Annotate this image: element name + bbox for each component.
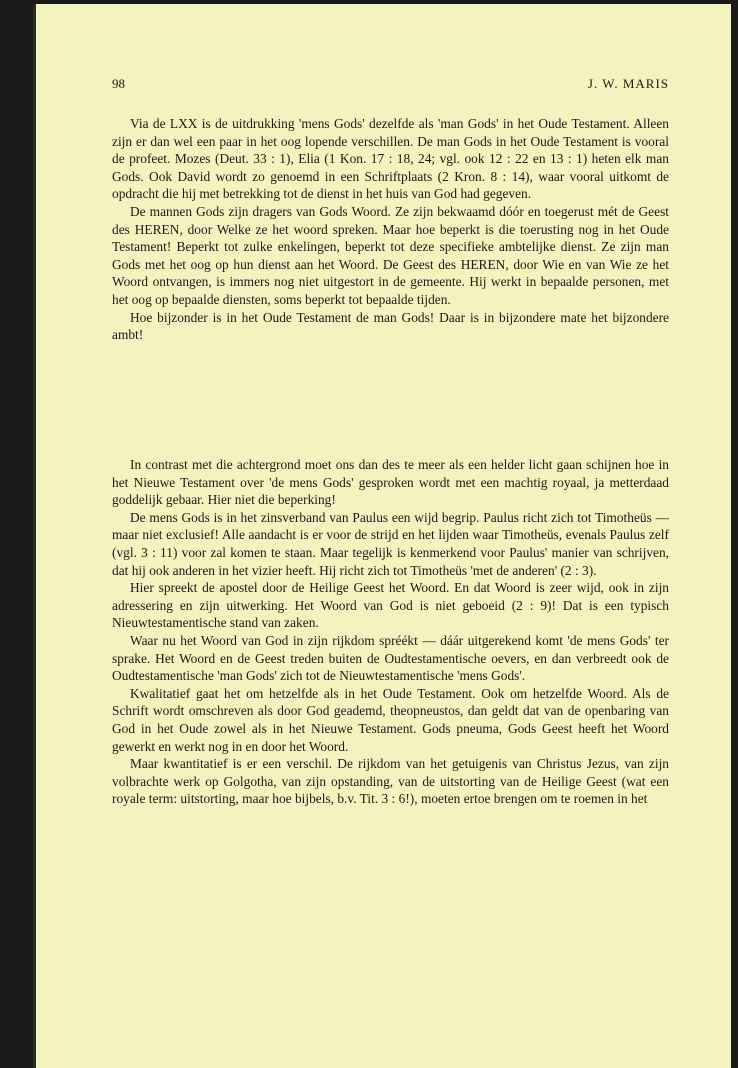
paragraph: De mannen Gods zijn dragers van Gods Woord. Ze zijn bekwaamd dóór en toegerust mét de Geest des HEREN, door Welke ze het woord spreken. Maar hoe beperkt is die toerusting nog in het Oude Testament! Beperkt tot zulke enkelingen, beperkt tot deze specifieke ambtelijke dienst. Ze zijn man Gods met het oog op hun dienst aan het Woord. De Geest des HEREN, door Wie en van Wie ze het Woord ontvangen, is immers nog niet uitgestort in de gemeente. Hij werkt in bepaalde personen, met het oog op bepaalde diensten, soms beperkt tot bepaalde tijden. <box>112 203 669 307</box>
paragraph: De mens Gods is in het zinsverband van Paulus een wijd begrip. Paulus richt zich tot Timotheüs — maar niet exclusief! Alle aandacht is er voor de strijd en het lijden waar Timotheüs, evenals Paulus zelf (vgl. 3 : 11) voor zal komen te staan. Maar tegelijk is kenmerkend voor Paulus' manier van schrijven, dat hij ook anderen in het vizier heeft. Hij richt zich tot Timotheüs 'met de anderen' (2 : 3). <box>112 509 669 578</box>
paragraph: Hier spreekt de apostel door de Heilige Geest het Woord. En dat Woord is zeer wijd, ook in zijn adressering en zijn uitwerking. Het Woord van God is niet geboeid (2 : 9)! Dat is een typisch Nieuwtestamentische stand van zaken. <box>112 580 669 631</box>
section-1 <box>112 115 669 344</box>
paragraph: Via de LXX is de uitdrukking 'mens Gods' dezelfde als 'man Gods' in het Oude Testament. Alleen zijn er dan wel een paar in het oog lopende verschillen. De man Gods in het Oude Testament is vooral de profeet. Mozes (Deut. 33 : 1), Elia (1 Kon. 17 : 18, 24; vgl. ook 12 : 22 en 13 : 1) heten elk man Gods. Ook David wordt zo genoemd in een Schriftplaats (2 Kron. 8 : 14), waar vooral uitkomt de opdracht die hij met betrekking tot de dienst in het huis van God had gegeven. <box>112 116 669 202</box>
scanned-page <box>33 4 731 1068</box>
page-edge <box>33 4 36 1068</box>
paragraph: In contrast met die achtergrond moet ons dan des te meer als een helder licht gaan schijnen hoe in het Nieuwe Testament over 'de mens Gods' gesproken wordt met een machtig royaal, ja metterdaad goddelijk gebaar. Hier niet die beperking! <box>112 457 669 508</box>
paragraph: Maar kwantitatief is er een verschil. De rijkdom van het getuigenis van Christus Jezus, van zijn volbrachte werk op Golgotha, van zijn opstanding, van de uitstorting van de Heilige Geest (wat een royale term: uitstorting, maar hoe bijbels, b.v. Tit. 3 : 6!), moeten ertoe brengen om te roemen in het <box>112 756 669 807</box>
paragraph: Kwalitatief gaat het om hetzelfde als in het Oude Testament. Ook om hetzelfde Woord. Als de Schrift wordt omschreven als door God geademd, theopneustos, dan geldt dat van de openbaring van God in het Oude zowel als in het Nieuwe Testament. Gods pneuma, Gods Geest heeft het Woord gewerkt en werkt nog in en door het Woord. <box>112 685 669 754</box>
paragraph: Hoe bijzonder is in het Oude Testament de man Gods! Daar is in bijzondere mate het bijzondere ambt! <box>112 309 669 343</box>
page-number: 98 <box>112 76 125 91</box>
running-title: J. W. MARIS <box>587 76 669 91</box>
paragraph: Waar nu het Woord van God in zijn rijkdom spréékt — dáár uitgerekend komt 'de mens Gods' ter sprake. Het Woord en de Geest treden buiten de Oudtestamentische oevers, en dan verbreedt ook de Oudtestamentische 'man Gods' zich tot de Nieuwtestamentische 'mens Gods'. <box>112 632 669 684</box>
section-2 <box>112 456 669 808</box>
